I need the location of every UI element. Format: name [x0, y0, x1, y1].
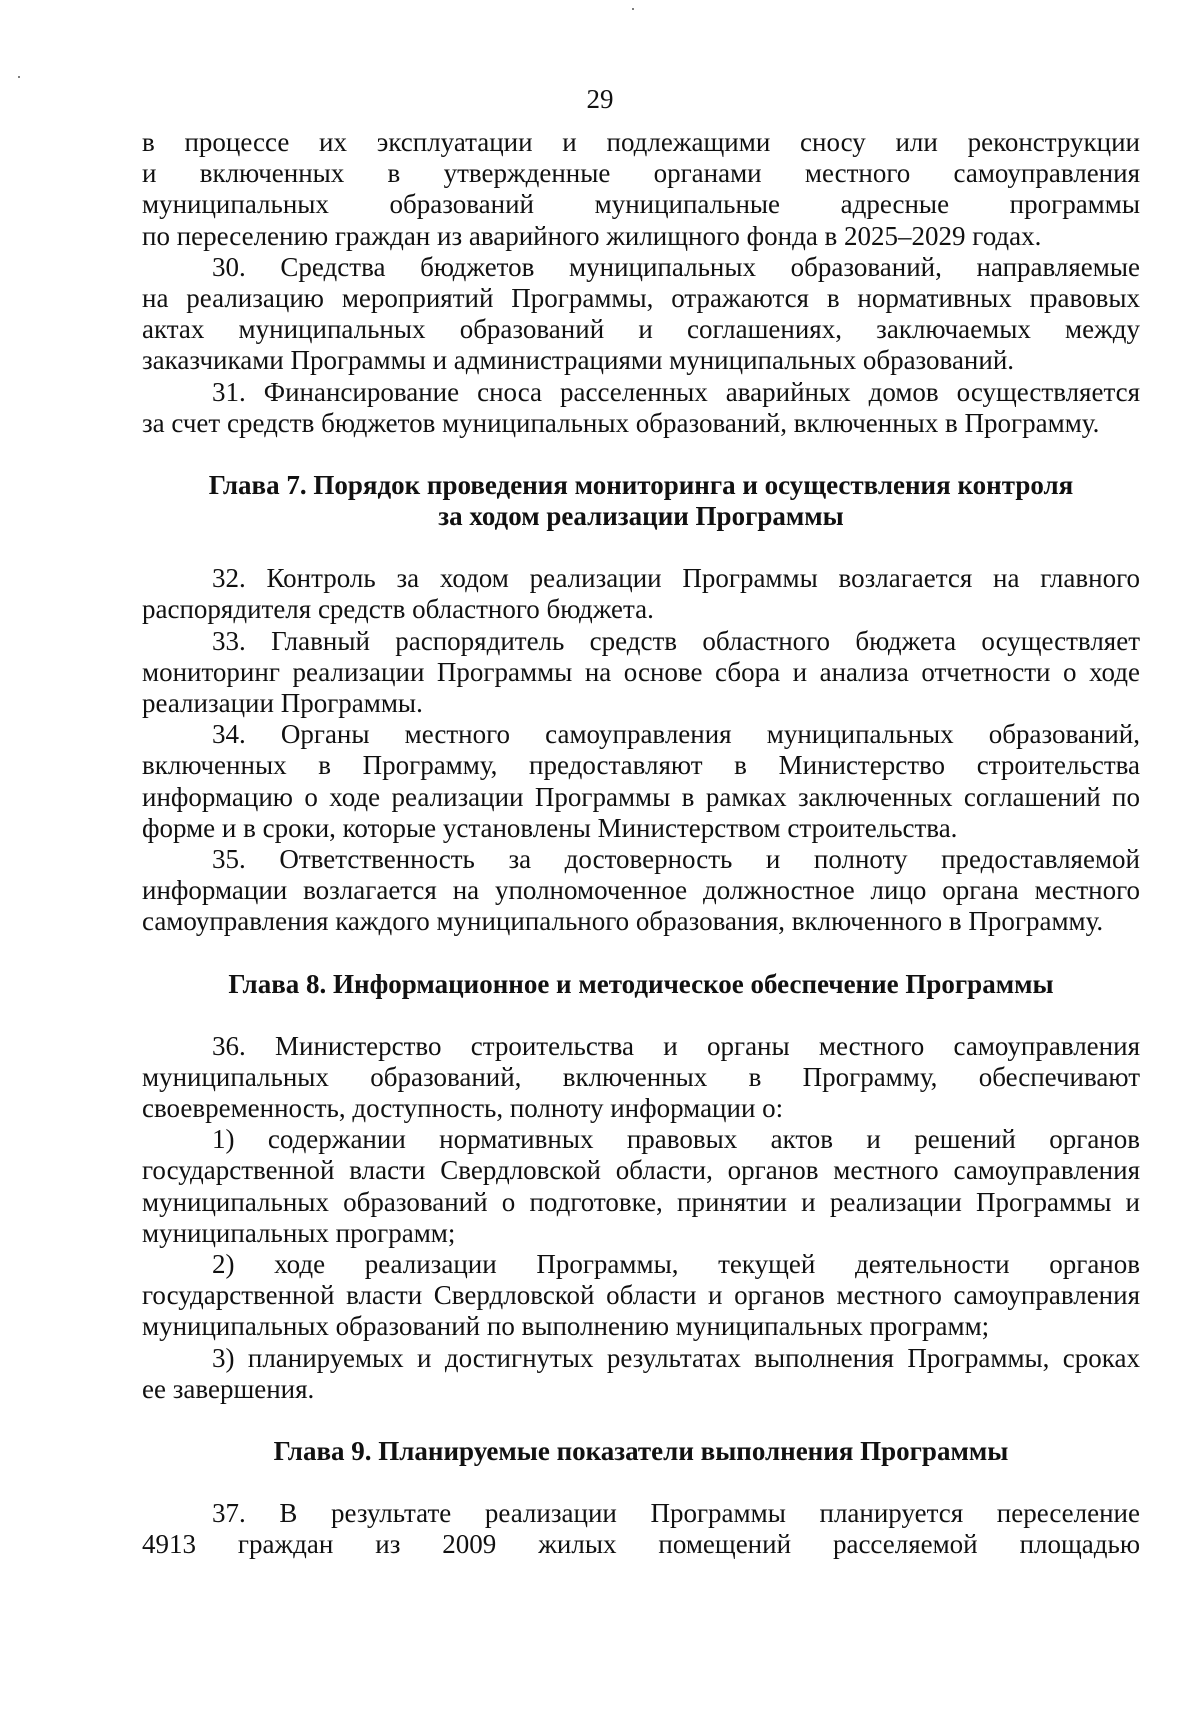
scan-speck-top [632, 8, 634, 10]
document-body [142, 127, 1140, 1561]
paragraph-item-35 [142, 844, 1140, 938]
text-line: в процессе их эксплуатации и подлежащими сносу или реконструкции [142, 127, 1140, 157]
text-line: 35. Ответственность за достоверность и полноту предоставляемой [212, 843, 1140, 874]
chapter-9-heading [142, 1436, 1140, 1467]
chapter-7-heading [142, 470, 1140, 532]
text-line: 34. Органы местного самоуправления муниципальных образований, [212, 719, 1140, 750]
text-line: 31. Финансирование сноса расселенных аварийных домов осуществляется [212, 376, 1140, 407]
text-line: актах муниципальных образований и соглашениях, заключаемых между [142, 314, 1140, 345]
text-line: включенных в Программу, предоставляют в Министерство строительства [142, 750, 1140, 781]
subitem-2 [142, 1249, 1140, 1343]
text-line: мониторинг реализации Программы на основе сбора и анализа отчетности о ходе [142, 656, 1140, 687]
text-line: государственной власти Свердловской области, органов местного самоуправления [142, 1155, 1140, 1186]
text-line: муниципальных образований по выполнению муниципальных программ; [142, 1311, 990, 1342]
text-line: 36. Министерство строительства и органы местного самоуправления [212, 1030, 1140, 1061]
text-line: 30. Средства бюджетов муниципальных образований, направляемые [212, 251, 1140, 282]
paragraph-item-36 [142, 1031, 1140, 1125]
paragraph-item-37 [142, 1498, 1140, 1560]
paragraph-intro [142, 127, 1140, 252]
text-line: муниципальных образований муниципальные адресные программы [142, 189, 1140, 220]
chapter-title: за ходом реализации Программы [438, 501, 844, 532]
text-line: информацию о ходе реализации Программы в рамках заключенных соглашений по [142, 781, 1140, 812]
text-line: своевременность, доступность, полноту информации о: [142, 1093, 784, 1124]
paragraph-item-30 [142, 252, 1140, 377]
chapter-title: Глава 9. Планируемые показатели выполнения Программы [273, 1435, 1009, 1466]
text-line: муниципальных образований, включенных в Программу, обеспечивают [142, 1061, 1140, 1092]
text-line: информации возлагается на уполномоченное должностное лицо органа местного [142, 875, 1140, 906]
text-line: на реализацию мероприятий Программы, отражаются в нормативных правовых [142, 282, 1140, 313]
scan-speck-left [18, 76, 20, 78]
text-line: ее завершения. [142, 1373, 315, 1404]
text-line: 2) ходе реализации Программы, текущей деятельности органов [212, 1249, 1140, 1280]
chapter-8-heading [142, 969, 1140, 1000]
paragraph-item-31 [142, 377, 1140, 439]
text-line: форме и в сроки, которые установлены Министерством строительства. [142, 812, 958, 843]
text-line: муниципальных программ; [142, 1217, 456, 1248]
text-line: 4913 граждан из 2009 жилых помещений расселяемой площадью [142, 1529, 1140, 1560]
text-line: 33. Главный распорядитель средств областного бюджета осуществляет [212, 625, 1140, 656]
chapter-title: Глава 7. Порядок проведения мониторинга и осуществления контроля [208, 469, 1074, 500]
text-line: 37. В результате реализации Программы планируется переселение [212, 1498, 1140, 1529]
text-line: по переселению граждан из аварийного жилищного фонда в 2025–2029 годах. [142, 220, 1042, 251]
paragraph-item-33 [142, 626, 1140, 720]
subitem-3 [142, 1343, 1140, 1405]
page-number: 29 [586, 84, 614, 114]
text-line: и включенных в утвержденные органами местного самоуправления [142, 158, 1140, 189]
text-line: распорядителя средств областного бюджета. [142, 594, 654, 625]
text-line: муниципальных образований о подготовке, принятии и реализации Программы и [142, 1186, 1140, 1217]
paragraph-item-34 [142, 719, 1140, 844]
text-line: за счет средств бюджетов муниципальных образований, включенных в Программу. [142, 407, 1100, 438]
text-line: заказчиками Программы и администрациями муниципальных образований. [142, 345, 1015, 376]
subitem-1 [142, 1124, 1140, 1249]
text-line: самоуправления каждого муниципального образования, включенного в Программу. [142, 906, 1104, 937]
text-line: реализации Программы. [142, 688, 423, 719]
paragraph-item-32 [142, 563, 1140, 625]
text-line: 32. Контроль за ходом реализации Программы возлагается на главного [212, 563, 1140, 594]
chapter-title: Глава 8. Информационное и методическое обеспечение Программы [228, 968, 1054, 999]
text-line: 1) содержании нормативных правовых актов и решений органов [212, 1124, 1140, 1155]
text-line: 3) планируемых и достигнутых результатах выполнения Программы, сроках [212, 1342, 1140, 1373]
text-line: государственной власти Свердловской области и органов местного самоуправления [142, 1280, 1140, 1311]
